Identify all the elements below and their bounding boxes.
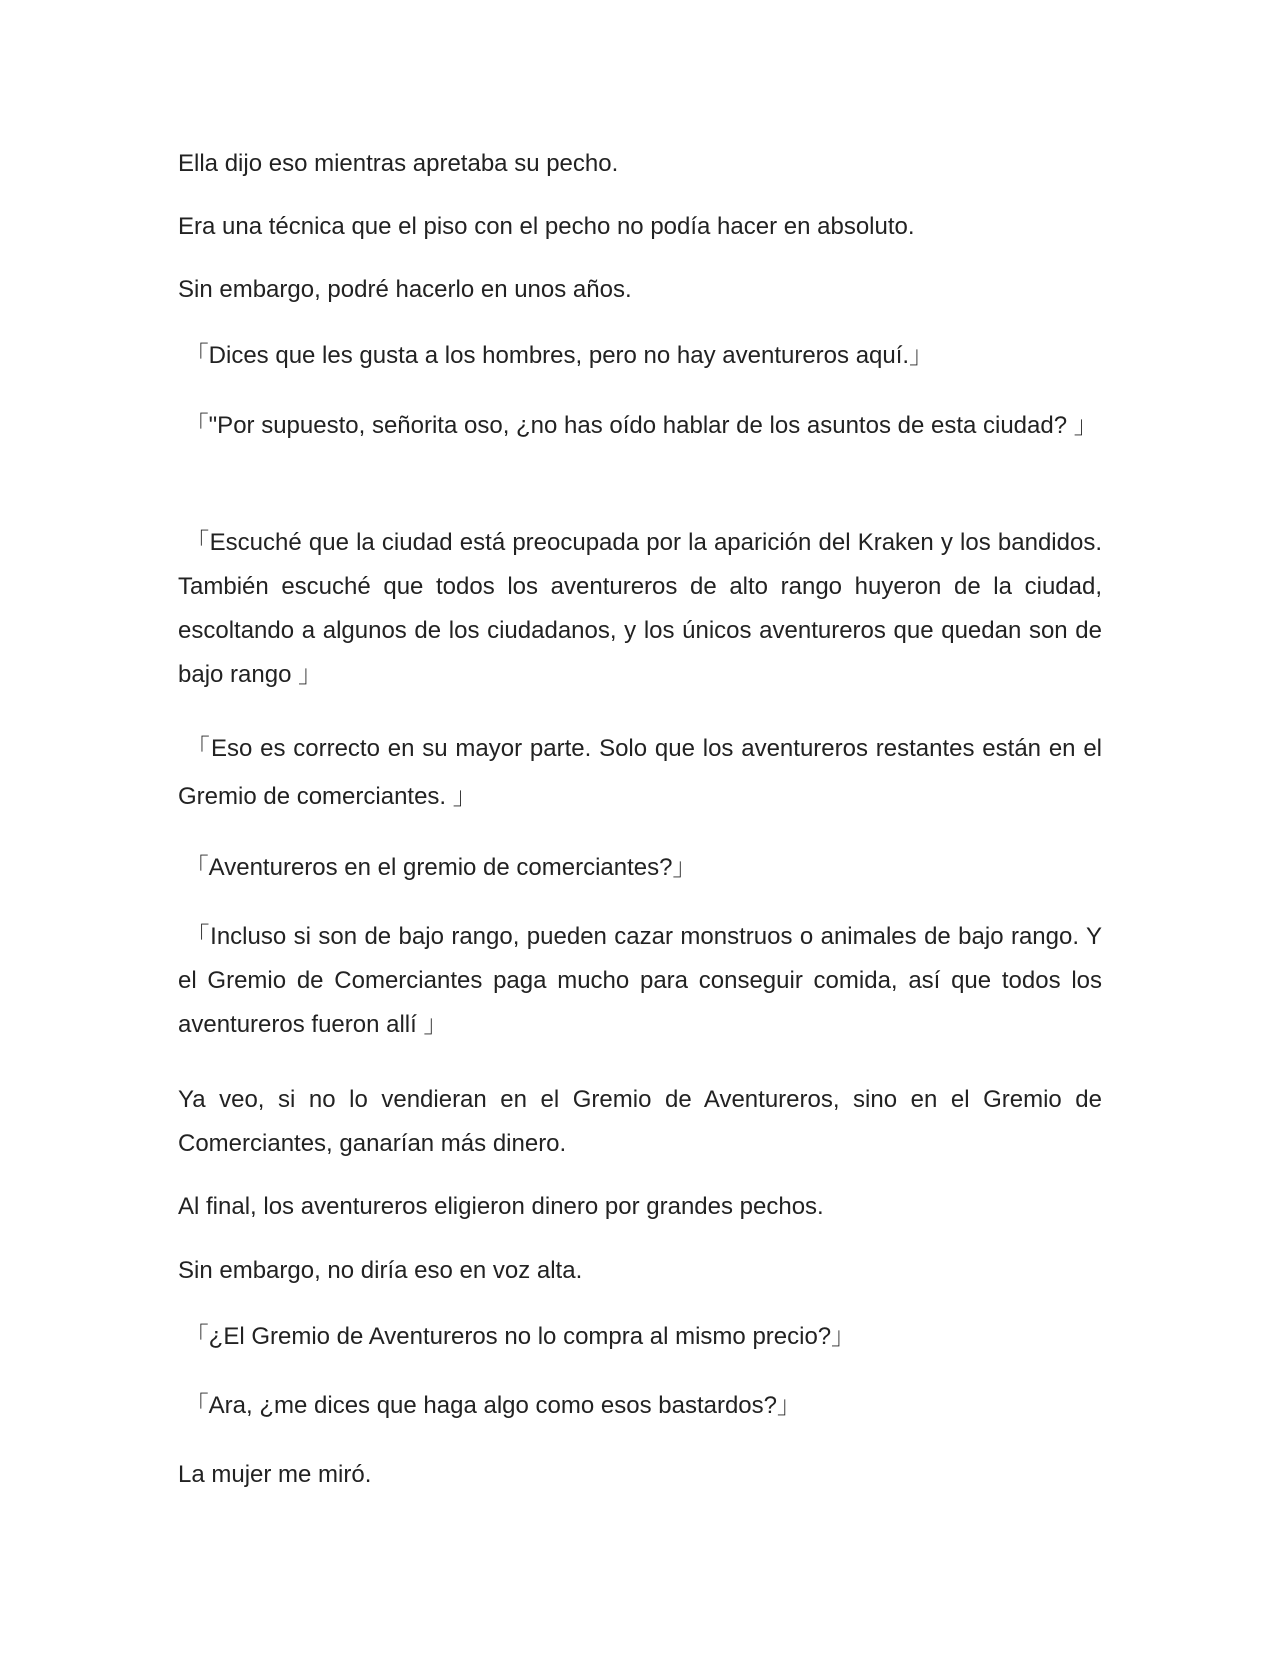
paragraph-5: Al final, los aventureros eligieron dinero por grandes pechos. bbox=[178, 1193, 824, 1220]
paragraph-2: Era una técnica que el piso con el pecho no podía hacer en absoluto. bbox=[178, 213, 915, 240]
paragraph-1: Ella dijo eso mientras apretaba su pecho. bbox=[178, 150, 619, 177]
paragraph-7: La mujer me miró. bbox=[178, 1461, 372, 1488]
dialogue-1: 「Dices que les gusta a los hombres, pero no hay aventureros aquí.」 bbox=[178, 342, 934, 369]
paragraph-3: Sin embargo, podré hacerlo en unos años. bbox=[178, 276, 632, 303]
dialogue-2: 「"Por supuesto, señorita oso, ¿no has oído hablar de los asuntos de esta ciudad? 」 bbox=[178, 412, 1098, 439]
dialogue-5: 「Aventureros en el gremio de comerciantes?」 bbox=[178, 854, 697, 881]
dialogue-7: 「¿El Gremio de Aventureros no lo compra al mismo precio?」 bbox=[178, 1323, 856, 1350]
paragraph-4: Ya veo, si no lo vendieran en el Gremio de Aventureros, sino en el Gremio de Comerciantes, ganarían más dinero. bbox=[178, 1086, 1102, 1157]
dialogue-3: 「Escuché que la ciudad está preocupada por la aparición del Kraken y los bandidos. También escuché que todos los aventureros de alto rango huyeron de la ciudad, escoltando a algunos de los ciudadanos, y los únicos aventureros que quedan son de bajo rango 」 bbox=[178, 529, 1102, 688]
dialogue-8: 「Ara, ¿me dices que haga algo como esos bastardos?」 bbox=[178, 1392, 801, 1419]
dialogue-6: 「Incluso si son de bajo rango, pueden cazar monstruos o animales de bajo rango. Y el Gremio de Comerciantes paga mucho para conseguir comida, así que todos los aventureros fueron allí 」 bbox=[178, 923, 1102, 1038]
dialogue-4: 「Eso es correcto en su mayor parte. Solo que los aventureros restantes están en el Gremio de comerciantes. 」 bbox=[178, 735, 1102, 810]
paragraph-6: Sin embargo, no diría eso en voz alta. bbox=[178, 1257, 583, 1284]
